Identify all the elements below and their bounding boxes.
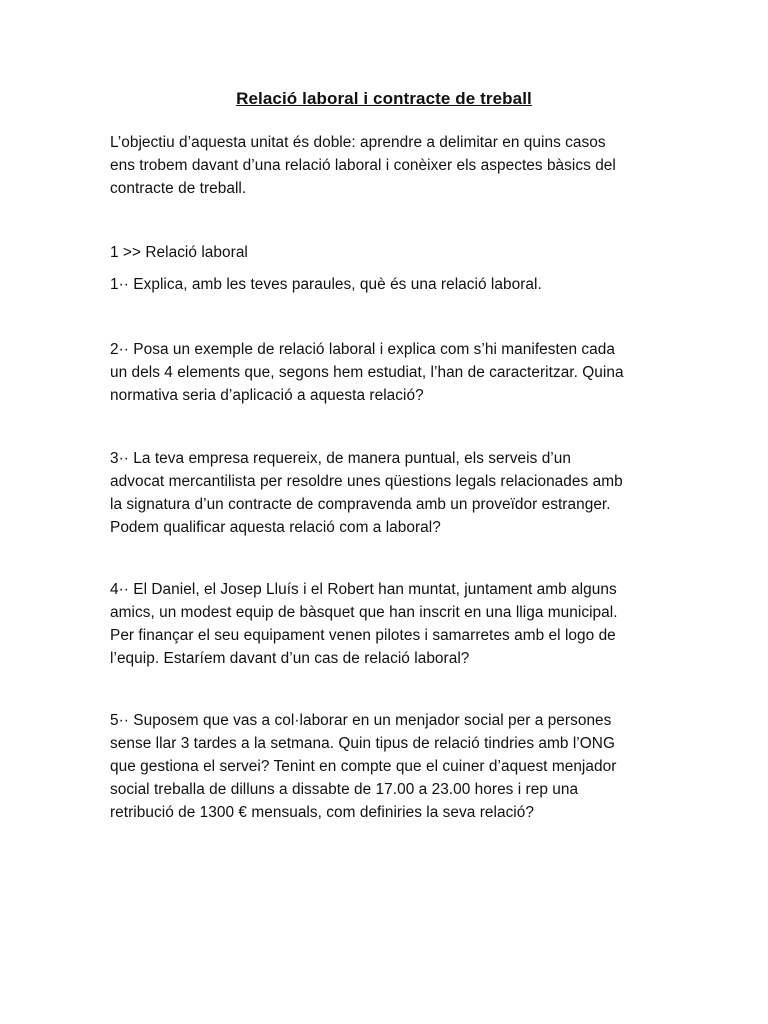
- intro-line: contracte de treball.: [110, 180, 247, 197]
- question-3: [110, 447, 670, 539]
- question-line: un dels 4 elements que, segons hem estudiat, l’han de caracteritzar. Quina: [110, 364, 624, 381]
- question-line: 5·· Suposem que vas a col·laborar en un menjador social per a persones: [110, 712, 612, 729]
- question-line: social treballa de dilluns a dissabte de 17.00 a 23.00 hores i rep una: [110, 781, 579, 798]
- question-4: [110, 578, 670, 670]
- question-line: advocat mercantilista per resoldre unes qüestions legals relacionades amb: [110, 473, 623, 490]
- intro-paragraph: [110, 131, 670, 200]
- question-line: l’equip. Estaríem davant d’un cas de relació laboral?: [110, 650, 470, 667]
- question-line: 3·· La teva empresa requereix, de manera puntual, els serveis d’un: [110, 450, 571, 467]
- intro-line: L’objectiu d’aquesta unitat és doble: aprendre a delimitar en quins casos: [110, 134, 606, 151]
- question-line: 2·· Posa un exemple de relació laboral i explica com s’hi manifesten cada: [110, 341, 615, 358]
- question-line: 1·· Explica, amb les teves paraules, què és una relació laboral.: [110, 276, 542, 293]
- question-line: sense llar 3 tardes a la setmana. Quin tipus de relació tindries amb l’ONG: [110, 735, 615, 752]
- question-line: que gestiona el servei? Tenint en compte que el cuiner d’aquest menjador: [110, 758, 617, 775]
- question-line: 4·· El Daniel, el Josep Lluís i el Robert han muntat, juntament amb alguns: [110, 581, 617, 598]
- question-line: retribució de 1300 € mensuals, com definiries la seva relació?: [110, 804, 534, 821]
- document-title: Relació laboral i contracte de treball: [236, 89, 532, 108]
- question-1: [110, 273, 670, 296]
- question-line: Podem qualificar aquesta relació com a laboral?: [110, 519, 441, 536]
- section-heading: [110, 241, 670, 264]
- question-2: [110, 338, 670, 407]
- question-line: Per finançar el seu equipament venen pilotes i samarretes amb el logo de: [110, 627, 616, 644]
- section-heading-text: 1 >> Relació laboral: [110, 244, 248, 261]
- question-line: amics, un modest equip de bàsquet que han inscrit en una lliga municipal.: [110, 604, 618, 621]
- question-5: [110, 709, 670, 824]
- question-line: normativa seria d’aplicació a aquesta relació?: [110, 387, 424, 404]
- question-line: la signatura d’un contracte de compravenda amb un proveïdor estranger.: [110, 496, 611, 513]
- intro-line: ens trobem davant d’una relació laboral i conèixer els aspectes bàsics del: [110, 157, 616, 174]
